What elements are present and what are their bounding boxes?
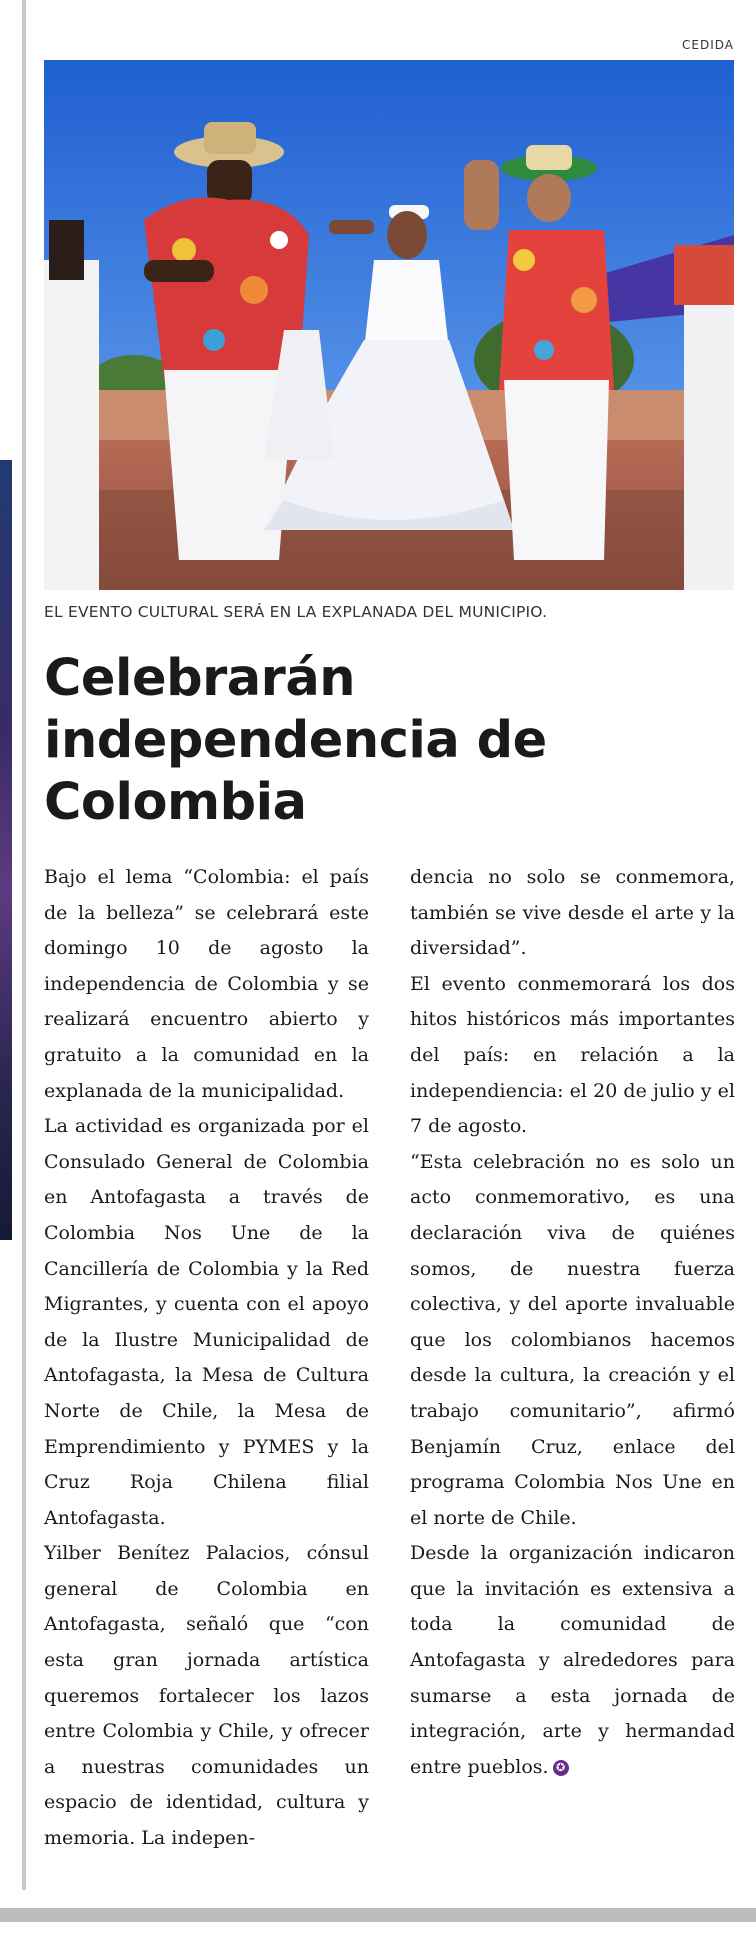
article-column-left [44, 860, 369, 1857]
end-of-article-icon: ✪ [553, 1760, 569, 1776]
paragraph: El evento conmemorará los dos hitos históricos más importantes del país: en relación a la independiencia: el 20 de julio y el 7 de agosto. [410, 972, 735, 1138]
paragraph: Bajo el lema “Colombia: el país de la belleza” se celebrará este domingo 10 de agosto la independencia de Colombia y se realizará encuentro abierto y gratuito a la comunidad en la explanada de la municipalidad. [44, 866, 369, 1102]
photo-credit: CEDIDA [682, 38, 734, 52]
paragraph: “Esta celebración no es solo un acto conmemorativo, es una declaración viva de quiénes somos, de nuestra fuerza colectiva, y del aporte invaluable que los colombianos hacemos desde la cultura, la creación y el trabajo comunitario”, afirmó Benjamín Cruz, enlace del programa Colombia Nos Une en el norte de Chile. [410, 1150, 735, 1529]
headline-line-3: Colombia [44, 773, 307, 832]
headline-line-1: Celebrarán [44, 649, 356, 708]
photo-caption: EL EVENTO CULTURAL SERÁ EN LA EXPLANADA DEL MUNICIPIO. [44, 603, 548, 621]
article-photo [44, 60, 734, 590]
article-column-right [410, 860, 735, 1785]
column-divider [22, 0, 26, 1890]
bottom-rule [0, 1908, 756, 1922]
paragraph: La actividad es organizada por el Consulado General de Colombia en Antofagasta a través de Colombia Nos Une de la Cancillería de Colombia y la Red Migrantes, y cuenta con el apoyo de la Ilustre Municipalidad de Antofagasta, la Mesa de Cultura Norte de Chile, la Mesa de Emprendimiento y PYMES y la Cruz Roja Chilena filial Antofagasta. [44, 1115, 369, 1529]
adjacent-photo-fragment [0, 460, 12, 1240]
adjacent-column-strip [0, 0, 28, 1940]
dancers-illustration [44, 60, 734, 590]
article-headline [44, 648, 734, 834]
paragraph: Yilber Benítez Palacios, cónsul general de Colombia en Antofagasta, señaló que “con esta gran jornada artística queremos fortalecer los lazos entre Colombia y Chile, y ofrecer a nuestras comunidades un espacio de identidad, cultura y memoria. La indepen- [44, 1542, 369, 1850]
paragraph: dencia no solo se conmemora, también se vive desde el arte y la diversidad”. [410, 866, 735, 960]
paragraph-text: Desde la organización indicaron que la invitación es extensiva a toda la comunidad de Antofagasta y alrededores para sumarse a esta jornada de integración, arte y hermandad entre pueblos. [410, 1542, 735, 1778]
headline-line-2: independencia de [44, 711, 547, 770]
paragraph-last [410, 1536, 735, 1785]
